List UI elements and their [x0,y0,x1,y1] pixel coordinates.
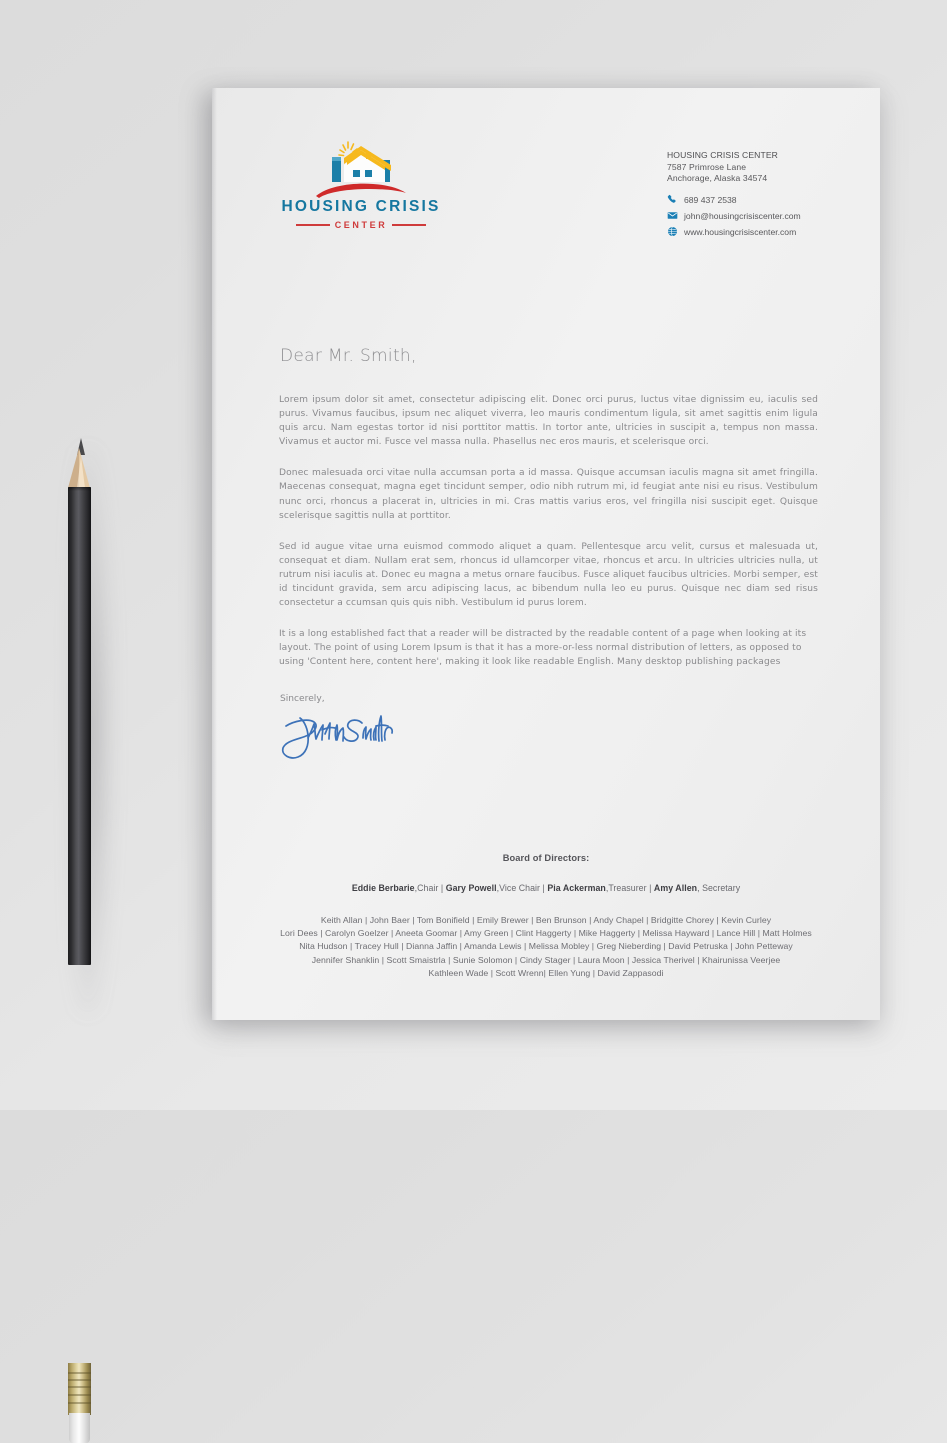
logo-rule-right [392,224,426,226]
board-members [212,914,880,980]
logo [275,140,447,235]
ferrule-ring [68,1386,91,1388]
ferrule-ring [68,1372,91,1374]
letter-greeting: Dear Mr. Smith, [280,346,417,366]
pencil-ferrule [68,1363,91,1415]
officer-name: Amy Allen [653,883,698,893]
signature [278,710,398,766]
board-officers [212,883,880,893]
officer-sep: | [438,883,446,893]
contact-org: HOUSING CRISIS CENTER [667,150,778,160]
letter-paragraph: Sed id augue vitae urna euismod commodo aliquet a quam. Pellentesque arcu velit, cursus et malesuada ut, consequat et diam. Nullam erat sem, rhoncus id ullamcorper vitae, rhoncus et arcu. In ultricies ultricies nulla, ut rutrum nisi iaculis at. Donec eu magna a metus ornare faucibus. Fusce aliquet faucibus ultricies. Morbi semper, est id tincidunt gravida, sem arcu adipiscing lacus, ac bibendum nulla leo eu purus. Quisque nec diam sed risus consectetur a ccumsan quis quis nibh. Vestibulum id purus lorem. [279,541,818,609]
contact-block [667,150,857,242]
pencil-wood-highlight [77,456,85,488]
pencil-barrel [68,487,91,965]
board-title: Board of Directors: [502,853,590,863]
letterhead-header [212,88,880,268]
logo-rule-left [296,224,330,226]
contact-city: Anchorage, Alaska 34574 [667,173,768,184]
contact-phone-row[interactable] [667,194,857,206]
board-member-row: Nita Hudson | Tracey Hull | Dianna Jaffin | Amanda Lewis | Melissa Mobley | Greg Nieberding | David Petruska | John Petteway [299,941,793,952]
board-member-row: Keith Allan | John Baer | Tom Bonifield | Emily Brewer | Ben Brunson | Andy Chapel | Bridgitte Chorey | Kevin Curley [320,915,772,925]
ferrule-ring [68,1394,91,1396]
globe-icon [667,226,678,237]
officer-title: ,Treasurer [605,883,647,893]
contact-website-row[interactable] [667,226,857,238]
officer-title: , Secretary [697,883,741,893]
envelope-icon [667,210,678,221]
pencil-eraser [69,1413,90,1443]
board-of-directors [212,853,880,980]
logo-subtitle: CENTER [334,220,388,230]
letterhead-paper [212,88,880,1020]
ferrule-ring [68,1402,91,1404]
letter-paragraph: It is a long established fact that a reader will be distracted by the readable content of a page when looking at its layout. The point of using Lorem Ipsum is that it has a more-or-less normal distribution of letters, as opposed to using 'Content here, content here', making it look like readable English. Many desktop publishing packages [279,629,807,668]
officer-title: ,Vice Chair [496,883,541,893]
letter-paragraph: Lorem ipsum dolor sit amet, consectetur adipiscing elit. Donec orci purus, luctus vitae dignissim eu, iaculis sed purus. Vivamus faucibus, ipsum nec aliquet viverra, leo mauris condimentum ligula, sit amet sagittis enim ligula quis arcu. Nam egestas tortor id nisi porttitor mattis. In tortor ante, ultricies in suscipit a, tempus non massa. Vivamus et auctor mi. Fusce vel massa nulla. Phasellus nec eros mauris, et scelerisque orci. [279,395,818,448]
logo-name: HOUSING CRISIS [281,198,441,215]
ferrule-ring [68,1379,91,1381]
contact-email-text: john@housingcrisiscenter.com [684,210,801,221]
pencil [62,438,98,1010]
officer-sep: | [646,883,654,893]
logo-subtitle-row [275,220,447,230]
letter-body [279,393,818,687]
officer-title: ,Chair [414,883,439,893]
house-logo-icon [313,140,409,198]
officer-name: Gary Powell [445,883,497,893]
contact-street: 7587 Primrose Lane [667,161,747,172]
letter-closing: Sincerely, [280,694,325,704]
officer-name: Pia Ackerman [547,883,606,893]
officer-sep: | [540,883,548,893]
officer-name: Eddie Berbarie [351,883,415,893]
contact-email-row[interactable] [667,210,857,222]
letter-paragraph: Donec malesuada orci vitae nulla accumsan porta a id massa. Quisque accumsan iaculis magna sit amet fringilla. Maecenas consequat, magna eget tincidunt semper, odio nibh rutrum mi, id feugiat ante nisi eu risus. Vestibulum nunc orci, rhoncus a placerat in, ultricies in mi. Cras mattis varius eros, vel fringilla nisi suscipit eget. Quisque scelerisque sagittis nulla at porttitor. [279,468,818,521]
board-member-row: Jennifer Shanklin | Scott Smaistrla | Sunie Solomon | Cindy Stager | Laura Moon | Jessica Therivel | Khairunissa Veerjee [311,954,781,965]
board-member-row: Kathleen Wade | Scott Wrenn| Ellen Yung | David Zappasodi [428,967,664,978]
phone-icon [667,194,678,205]
contact-rows [667,194,857,238]
contact-phone-text: 689 437 2538 [684,194,737,205]
board-member-row: Lori Dees | Carolyn Goelzer | Aneeta Goomar | Amy Green | Clint Haggerty | Mike Haggerty | Melissa Hayward | Lance Hill | Matt Holmes [280,928,812,939]
contact-website-text: www.housingcrisiscenter.com [684,226,797,237]
